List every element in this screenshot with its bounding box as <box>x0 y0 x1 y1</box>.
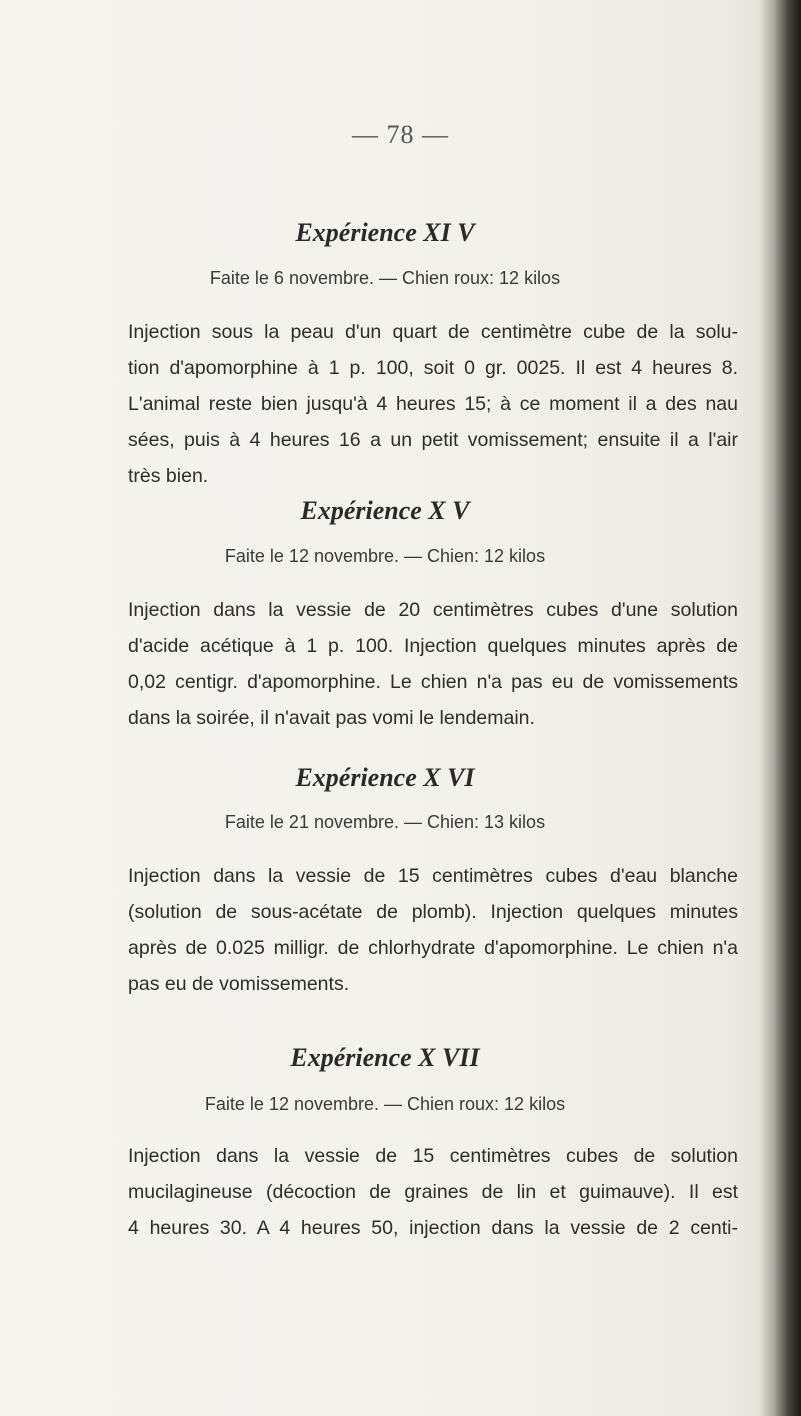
paragraph-line: 0,02 centigr. d'apomorphine. Le chien n'a pas eu de vomissements <box>128 671 738 693</box>
paragraph-line: 4 heures 30. A 4 heures 50, injection dans la vessie de 2 centi- <box>128 1217 738 1239</box>
paragraph-line: Injection dans la vessie de 20 centimètres cubes d'une solution <box>128 599 738 621</box>
experiment-paragraph <box>128 858 738 1002</box>
paragraph-line: mucilagineuse (décoction de graines de lin et guimauve). Il est <box>128 1181 738 1203</box>
page-number: — 78 — <box>352 120 449 149</box>
experiment-subtitle: Faite le 6 novembre. — Chien roux: 12 kilos <box>209 268 561 288</box>
experiment-paragraph <box>128 1138 738 1246</box>
experiment-title: Expérience XI V <box>295 218 475 247</box>
paragraph-line: pas eu de vomissements. <box>128 973 350 995</box>
paragraph-line: Injection dans la vessie de 15 centimètres cubes d'eau blanche <box>128 865 738 887</box>
paragraph-line: (solution de sous-acétate de plomb). Injection quelques minutes <box>128 901 738 923</box>
paragraph-line: d'acide acétique à 1 p. 100. Injection quelques minutes après de <box>128 635 738 657</box>
experiment-paragraph <box>128 592 738 736</box>
paragraph-line: après de 0.025 milligr. de chlorhydrate d'apomorphine. Le chien n'a <box>128 937 738 959</box>
paragraph-line: dans la soirée, il n'avait pas vomi le lendemain. <box>128 707 535 729</box>
experiment-subtitle: Faite le 12 novembre. — Chien roux: 12 kilos <box>204 1094 566 1114</box>
paragraph-line: L'animal reste bien jusqu'à 4 heures 15; à ce moment il a des nau <box>128 393 738 415</box>
experiment-title: Expérience X VI <box>295 763 475 792</box>
experiment-title: Expérience X V <box>300 496 470 525</box>
book-spine-shadow <box>759 0 801 1416</box>
paragraph-line: tion d'apomorphine à 1 p. 100, soit 0 gr. 0025. Il est 4 heures 8. <box>128 357 738 379</box>
experiment-title: Expérience X VII <box>290 1043 480 1072</box>
paragraph-line: Injection dans la vessie de 15 centimètres cubes de solution <box>128 1145 738 1167</box>
paragraph-line: Injection sous la peau d'un quart de centimètre cube de la solu- <box>128 321 738 343</box>
paragraph-line: très bien. <box>128 465 209 487</box>
experiment-paragraph <box>128 314 738 494</box>
experiment-subtitle: Faite le 12 novembre. — Chien: 12 kilos <box>224 546 546 566</box>
paragraph-line: sées, puis à 4 heures 16 a un petit vomissement; ensuite il a l'air <box>128 429 738 451</box>
experiment-subtitle: Faite le 21 novembre. — Chien: 13 kilos <box>224 812 546 832</box>
